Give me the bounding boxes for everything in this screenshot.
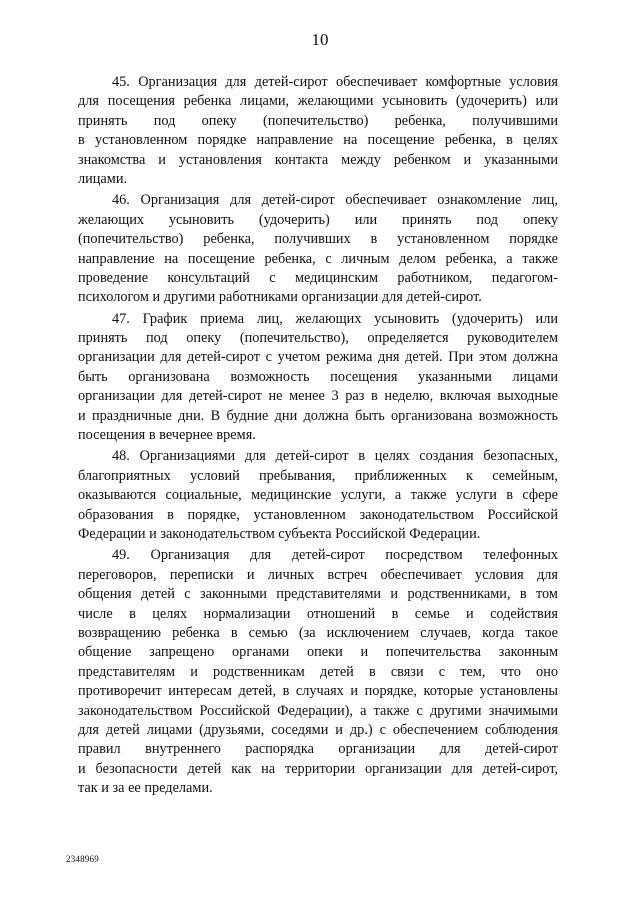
paragraph-line: 49. Организация для детей-сирот посредством телефонных	[112, 547, 558, 564]
paragraph-line: в установленном порядке направление на посещение ребенка, в целях	[78, 132, 558, 149]
paragraph-line: (попечительство) ребенка, получивших в установленном порядке	[78, 231, 558, 248]
paragraph-line: и праздничные дни. В будние дни должна быть организована возможность	[78, 407, 558, 424]
paragraph-line: проведение консультаций с медицинским работником, педагогом-	[78, 269, 558, 286]
paragraph-line: возвращению ребенка в семью (за исключением случаев, когда такое	[78, 624, 558, 641]
paragraph-line: организации для детей-сирот не менее 3 раз в неделю, включая выходные	[78, 388, 558, 405]
paragraph-46	[78, 191, 558, 307]
paragraph-line: направление на посещение ребенка, с личным делом ребенка, а также	[78, 250, 558, 267]
paragraph-line: принять под опеку (попечительство), определяется руководителем	[78, 330, 558, 347]
paragraph-line: правил внутреннего распорядка организации для детей-сирот	[78, 741, 558, 758]
paragraph-line: оказываются социальные, медицинские услуги, а также услуги в сфере	[78, 487, 558, 504]
paragraph-line: и безопасности детей как на территории организации для детей-сирот,	[78, 760, 558, 777]
paragraph-47	[78, 310, 558, 446]
paragraph-line: Федерации и законодательством субъекта Российской Федерации.	[78, 525, 481, 542]
document-code: 2348969	[66, 854, 99, 864]
paragraph-line: психологом и другими работниками организации для детей-сирот.	[78, 289, 482, 306]
paragraph-line: 48. Организациями для детей-сирот в целях создания безопасных,	[112, 448, 558, 465]
paragraph-line: для детей лицами (друзьями, соседями и др.) с обеспечением соблюдения	[78, 721, 558, 738]
paragraph-line: для посещения ребенка лицами, желающими усыновить (удочерить) или	[78, 93, 558, 110]
paragraph-line: 45. Организация для детей-сирот обеспечивает комфортные условия	[112, 74, 558, 90]
paragraph-line: переговоров, переписки и личных встреч обеспечивает условия для	[78, 566, 558, 583]
paragraph-line: общение запрещено органами опеки и попечительства законным	[78, 644, 558, 661]
paragraph-line: посещения в вечернее время.	[78, 427, 256, 444]
paragraph-line: желающих усыновить (удочерить) или принять под опеку	[78, 211, 558, 228]
paragraph-line: общения детей с законными представителями и родственниками, в том	[78, 586, 558, 603]
paragraph-line: принять под опеку (попечительство) ребенка, получившими	[78, 112, 558, 129]
paragraph-line: законодательством Российской Федерации), а также с другими значимыми	[78, 702, 558, 719]
document-body	[78, 73, 558, 800]
paragraph-line: противоречит интересам детей, в случаях и порядке, которые установлены	[78, 683, 558, 700]
paragraph-49	[78, 546, 558, 798]
paragraph-line: знакомства и установления контакта между ребенком и указанными	[78, 151, 558, 168]
paragraph-line: образования в порядке, установленном законодательством Российской	[78, 506, 558, 523]
paragraph-line: так и за ее пределами.	[78, 780, 213, 797]
paragraph-48	[78, 447, 558, 544]
paragraph-line: лицами.	[78, 170, 128, 187]
paragraph-line: быть организована возможность посещения указанными лицами	[78, 368, 558, 385]
paragraph-line: числе в целях нормализации отношений в семье и содействия	[78, 605, 558, 622]
page-number: 10	[311, 30, 329, 49]
paragraph-line: 47. График приема лиц, желающих усыновить (удочерить) или	[112, 310, 558, 327]
paragraph-line: 46. Организация для детей-сирот обеспечивает ознакомление лиц,	[112, 192, 558, 209]
paragraph-45	[78, 73, 558, 189]
paragraph-line: организации для детей-сирот с учетом режима дня детей. При этом должна	[78, 349, 558, 366]
paragraph-line: благоприятных условий пребывания, приближенных к семейным,	[78, 467, 558, 484]
paragraph-line: представителям и родственникам детей в связи с тем, что оно	[78, 663, 558, 680]
